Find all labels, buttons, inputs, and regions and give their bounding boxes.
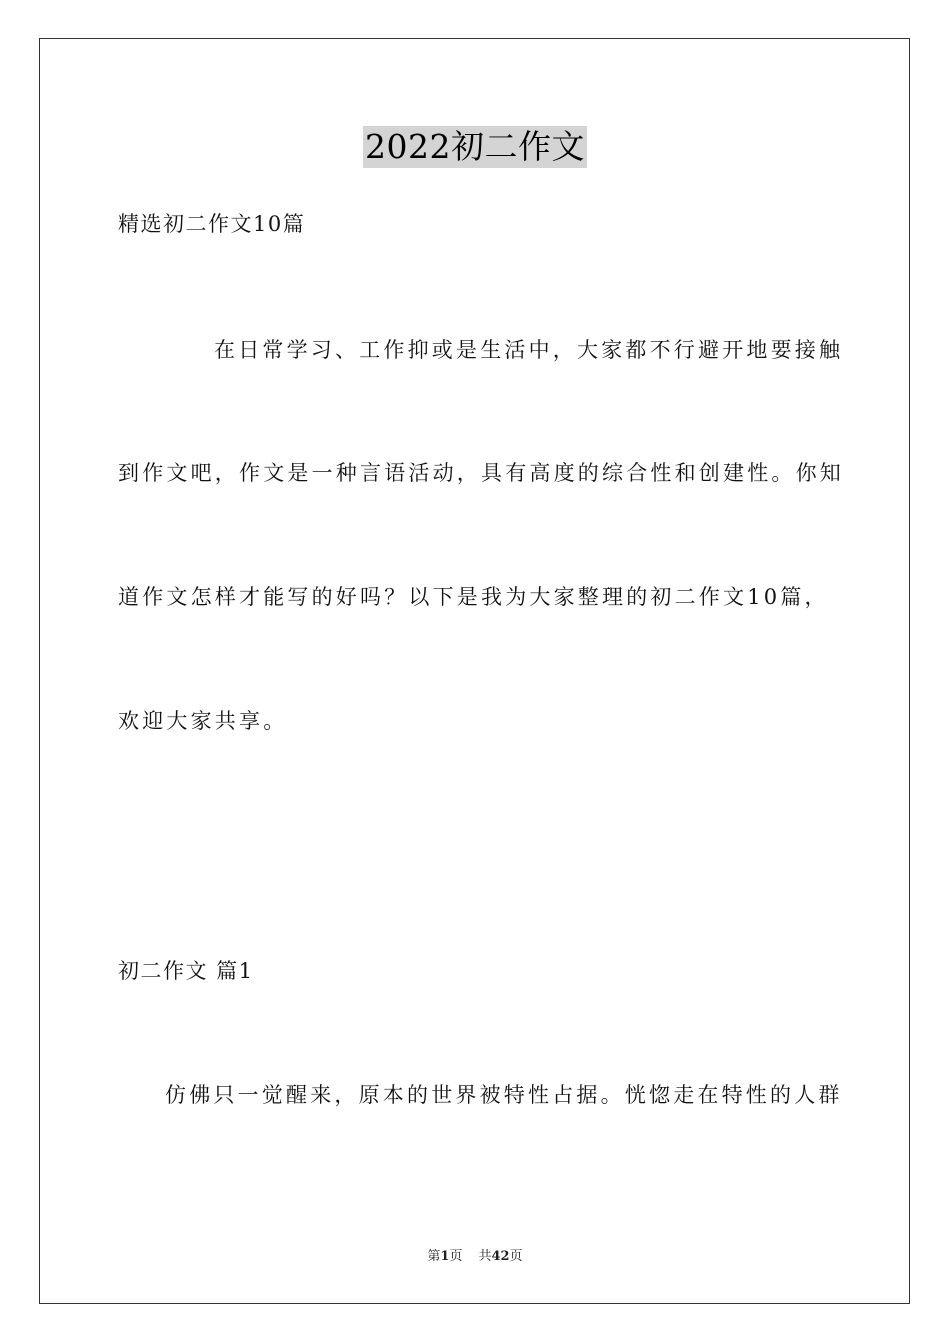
intro-line-4: 欢迎大家共享。 bbox=[118, 709, 288, 733]
title-container bbox=[0, 126, 950, 168]
footer-page-prefix: 第 bbox=[427, 1249, 441, 1264]
footer-page-suffix: 页 bbox=[449, 1249, 463, 1264]
intro-line-3: 道作文怎样才能写的好吗？以下是我为大家整理的初二作文10篇， bbox=[118, 585, 829, 609]
document-title: 2022初二作文 bbox=[365, 127, 585, 166]
document-subtitle: 精选初二作文10篇 bbox=[118, 212, 306, 236]
intro-line-1: 在日常学习、工作抑或是生活中，大家都不行避开地要接触 bbox=[214, 338, 844, 362]
footer-total-pages: 42 bbox=[491, 1249, 510, 1264]
footer-total-suffix: 页 bbox=[509, 1249, 523, 1264]
page-footer bbox=[0, 1248, 950, 1266]
footer-total-prefix: 共 bbox=[478, 1249, 492, 1264]
footer-page-number: 1 bbox=[440, 1249, 450, 1264]
section-heading: 初二作文 篇1 bbox=[118, 959, 254, 983]
intro-line-2: 到作文吧，作文是一种言语活动，具有高度的综合性和创建性。你知 bbox=[118, 461, 844, 485]
body-line-1: 仿佛只一觉醒来，原本的世界被特性占据。恍惚走在特性的人群 bbox=[165, 1083, 843, 1107]
